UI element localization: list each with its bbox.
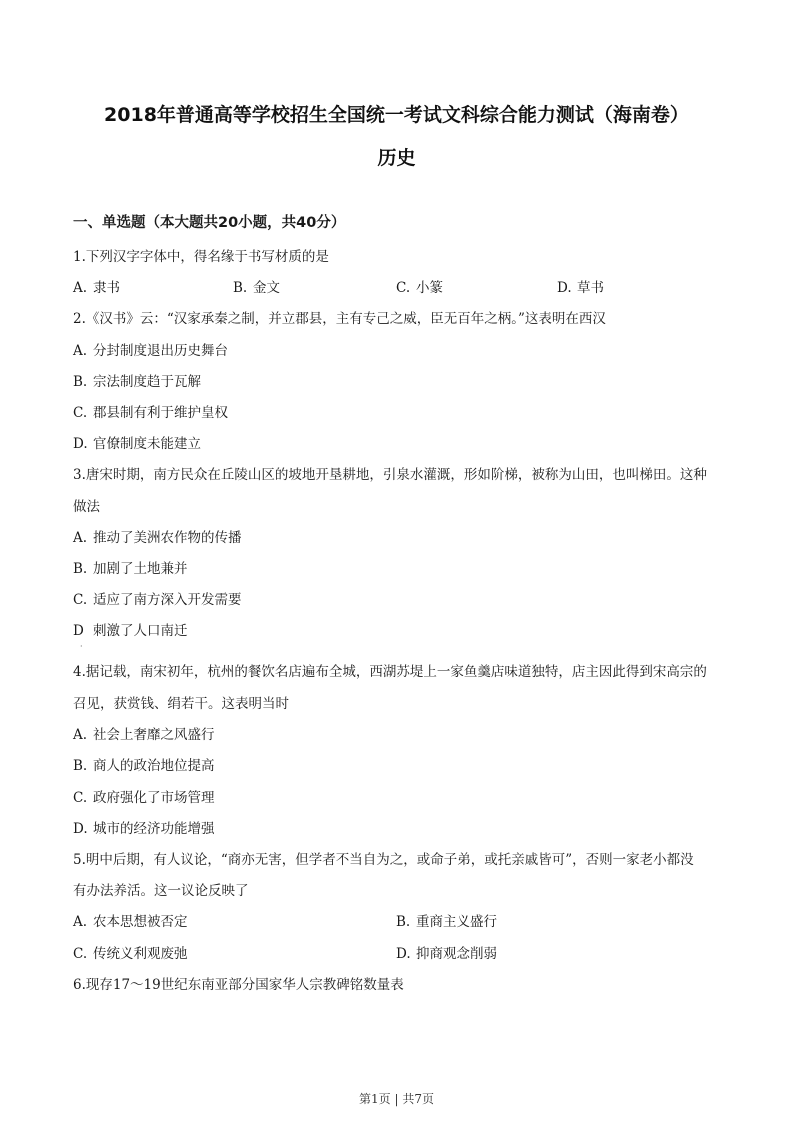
question-2-option-b: B. 宗法制度趋于瓦解 bbox=[73, 374, 201, 390]
question-5-option-d: D. 抑商观念削弱 bbox=[396, 946, 497, 962]
question-4-stem-line-1: 4.据记载，南宋初年，杭州的餐饮名店遍布全城，西湖苏堤上一家鱼羹店味道独特，店主因此得到宋高宗的 bbox=[73, 664, 707, 680]
question-3-stem-line-2: 做法 bbox=[73, 499, 100, 515]
stray-dot-mark: · bbox=[80, 642, 83, 651]
question-2-option-a: A. 分封制度退出历史舞台 bbox=[73, 343, 228, 359]
section-heading: 一、单选题（本大题共20小题，共40分） bbox=[73, 215, 346, 231]
document-subtitle: 历史 bbox=[377, 147, 416, 169]
question-1-option-b: B. 金文 bbox=[233, 280, 280, 296]
question-3-option-c: C. 适应了南方深入开发需要 bbox=[73, 592, 242, 608]
question-3-option-a: A. 推动了美洲农作物的传播 bbox=[73, 530, 242, 546]
question-2-option-c: C. 郡县制有利于维护皇权 bbox=[73, 405, 228, 421]
question-1-option-d: D. 草书 bbox=[557, 280, 604, 296]
question-1-option-a: A. 隶书 bbox=[73, 280, 120, 296]
question-5-option-c: C. 传统义利观废弛 bbox=[73, 946, 188, 962]
question-5-option-a: A. 农本思想被否定 bbox=[73, 914, 188, 930]
question-2-option-d: D. 官僚制度未能建立 bbox=[73, 436, 201, 452]
question-5-stem-line-2: 有办法养活。这一议论反映了 bbox=[73, 883, 249, 899]
question-4-stem-line-2: 召见，获赏钱、绢若干。这表明当时 bbox=[73, 696, 289, 712]
question-5-option-b: B. 重商主义盛行 bbox=[396, 914, 497, 930]
question-6-stem: 6.现存17～19世纪东南亚部分国家华人宗教碑铭数量表 bbox=[73, 977, 404, 993]
question-5-stem-line-1: 5.明中后期，有人议论，“商亦无害，但学者不当自为之，或命子弟，或托亲戚皆可”，否则一家老小都没 bbox=[73, 852, 694, 868]
document-title: 2018年普通高等学校招生全国统一考试文科综合能力测试（海南卷） bbox=[104, 104, 689, 126]
question-3-option-b: B. 加剧了土地兼并 bbox=[73, 561, 188, 577]
question-1-stem: 1.下列汉字字体中，得名缘于书写材质的是 bbox=[73, 249, 329, 265]
question-3-option-d: D 刺激了人口南迁 bbox=[73, 623, 188, 639]
page-footer: 第1页 | 共7页 bbox=[359, 1092, 434, 1106]
question-3-stem-line-1: 3.唐宋时期，南方民众在丘陵山区的坡地开垦耕地，引泉水灌溉，形如阶梯，被称为山田，也叫梯田。这种 bbox=[73, 467, 707, 483]
question-4-option-d: D. 城市的经济功能增强 bbox=[73, 821, 215, 837]
question-4-option-c: C. 政府强化了市场管理 bbox=[73, 790, 215, 806]
question-4-option-b: B. 商人的政治地位提高 bbox=[73, 758, 215, 774]
question-1-option-c: C. 小篆 bbox=[396, 280, 443, 296]
question-2-stem: 2.《汉书》云：“汉家承秦之制，并立郡县，主有专己之威，臣无百年之柄。”这表明在西汉 bbox=[73, 311, 606, 327]
question-4-option-a: A. 社会上奢靡之风盛行 bbox=[73, 727, 215, 743]
